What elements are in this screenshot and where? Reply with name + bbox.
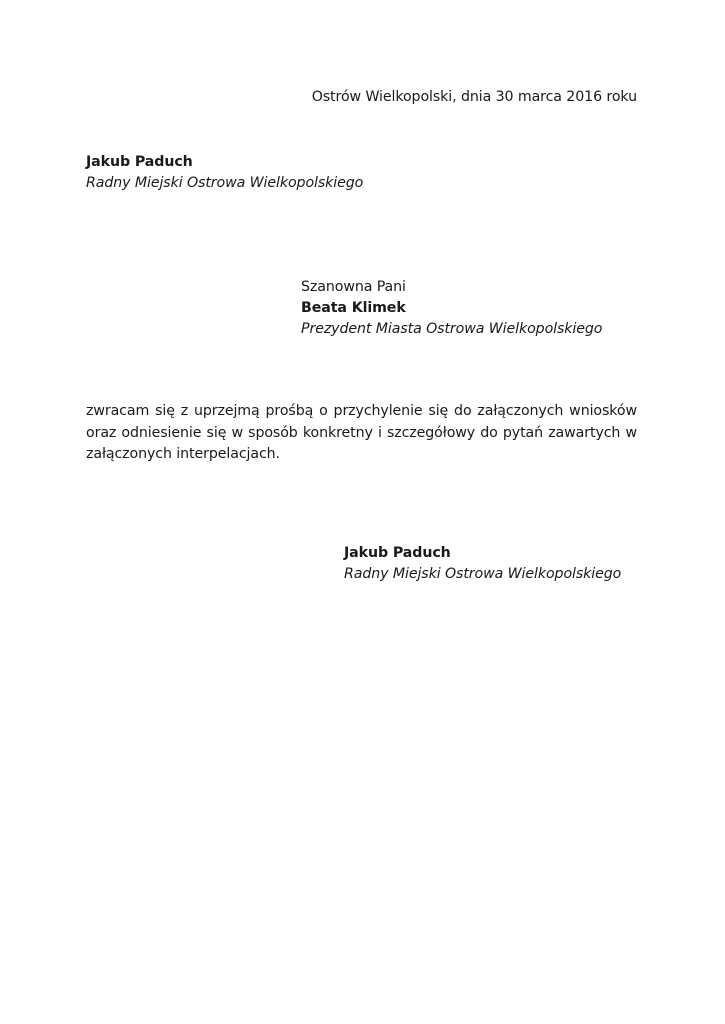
recipient-block <box>301 277 602 340</box>
sender-name: Jakub Paduch <box>86 154 193 170</box>
place-date-line: Ostrów Wielkopolski, dnia 30 marca 2016 roku <box>311 89 637 105</box>
sender-block <box>86 152 363 194</box>
signature-name: Jakub Paduch <box>344 545 451 561</box>
recipient-salutation: Szanowna Pani <box>301 279 406 295</box>
signature-block <box>344 543 621 585</box>
letter-body: zwracam się z uprzejmą prośbą o przychylenie się do załączonych wniosków oraz odniesienie się w sposób konkretny i szczegółowy do pytań zawartych w załączonych interpelacjach. <box>86 403 637 462</box>
recipient-title: Prezydent Miasta Ostrowa Wielkopolskiego <box>301 321 603 337</box>
sender-title: Radny Miejski Ostrowa Wielkopolskiego <box>86 175 364 191</box>
signature-title: Radny Miejski Ostrowa Wielkopolskiego <box>344 566 622 582</box>
recipient-name: Beata Klimek <box>301 300 406 316</box>
